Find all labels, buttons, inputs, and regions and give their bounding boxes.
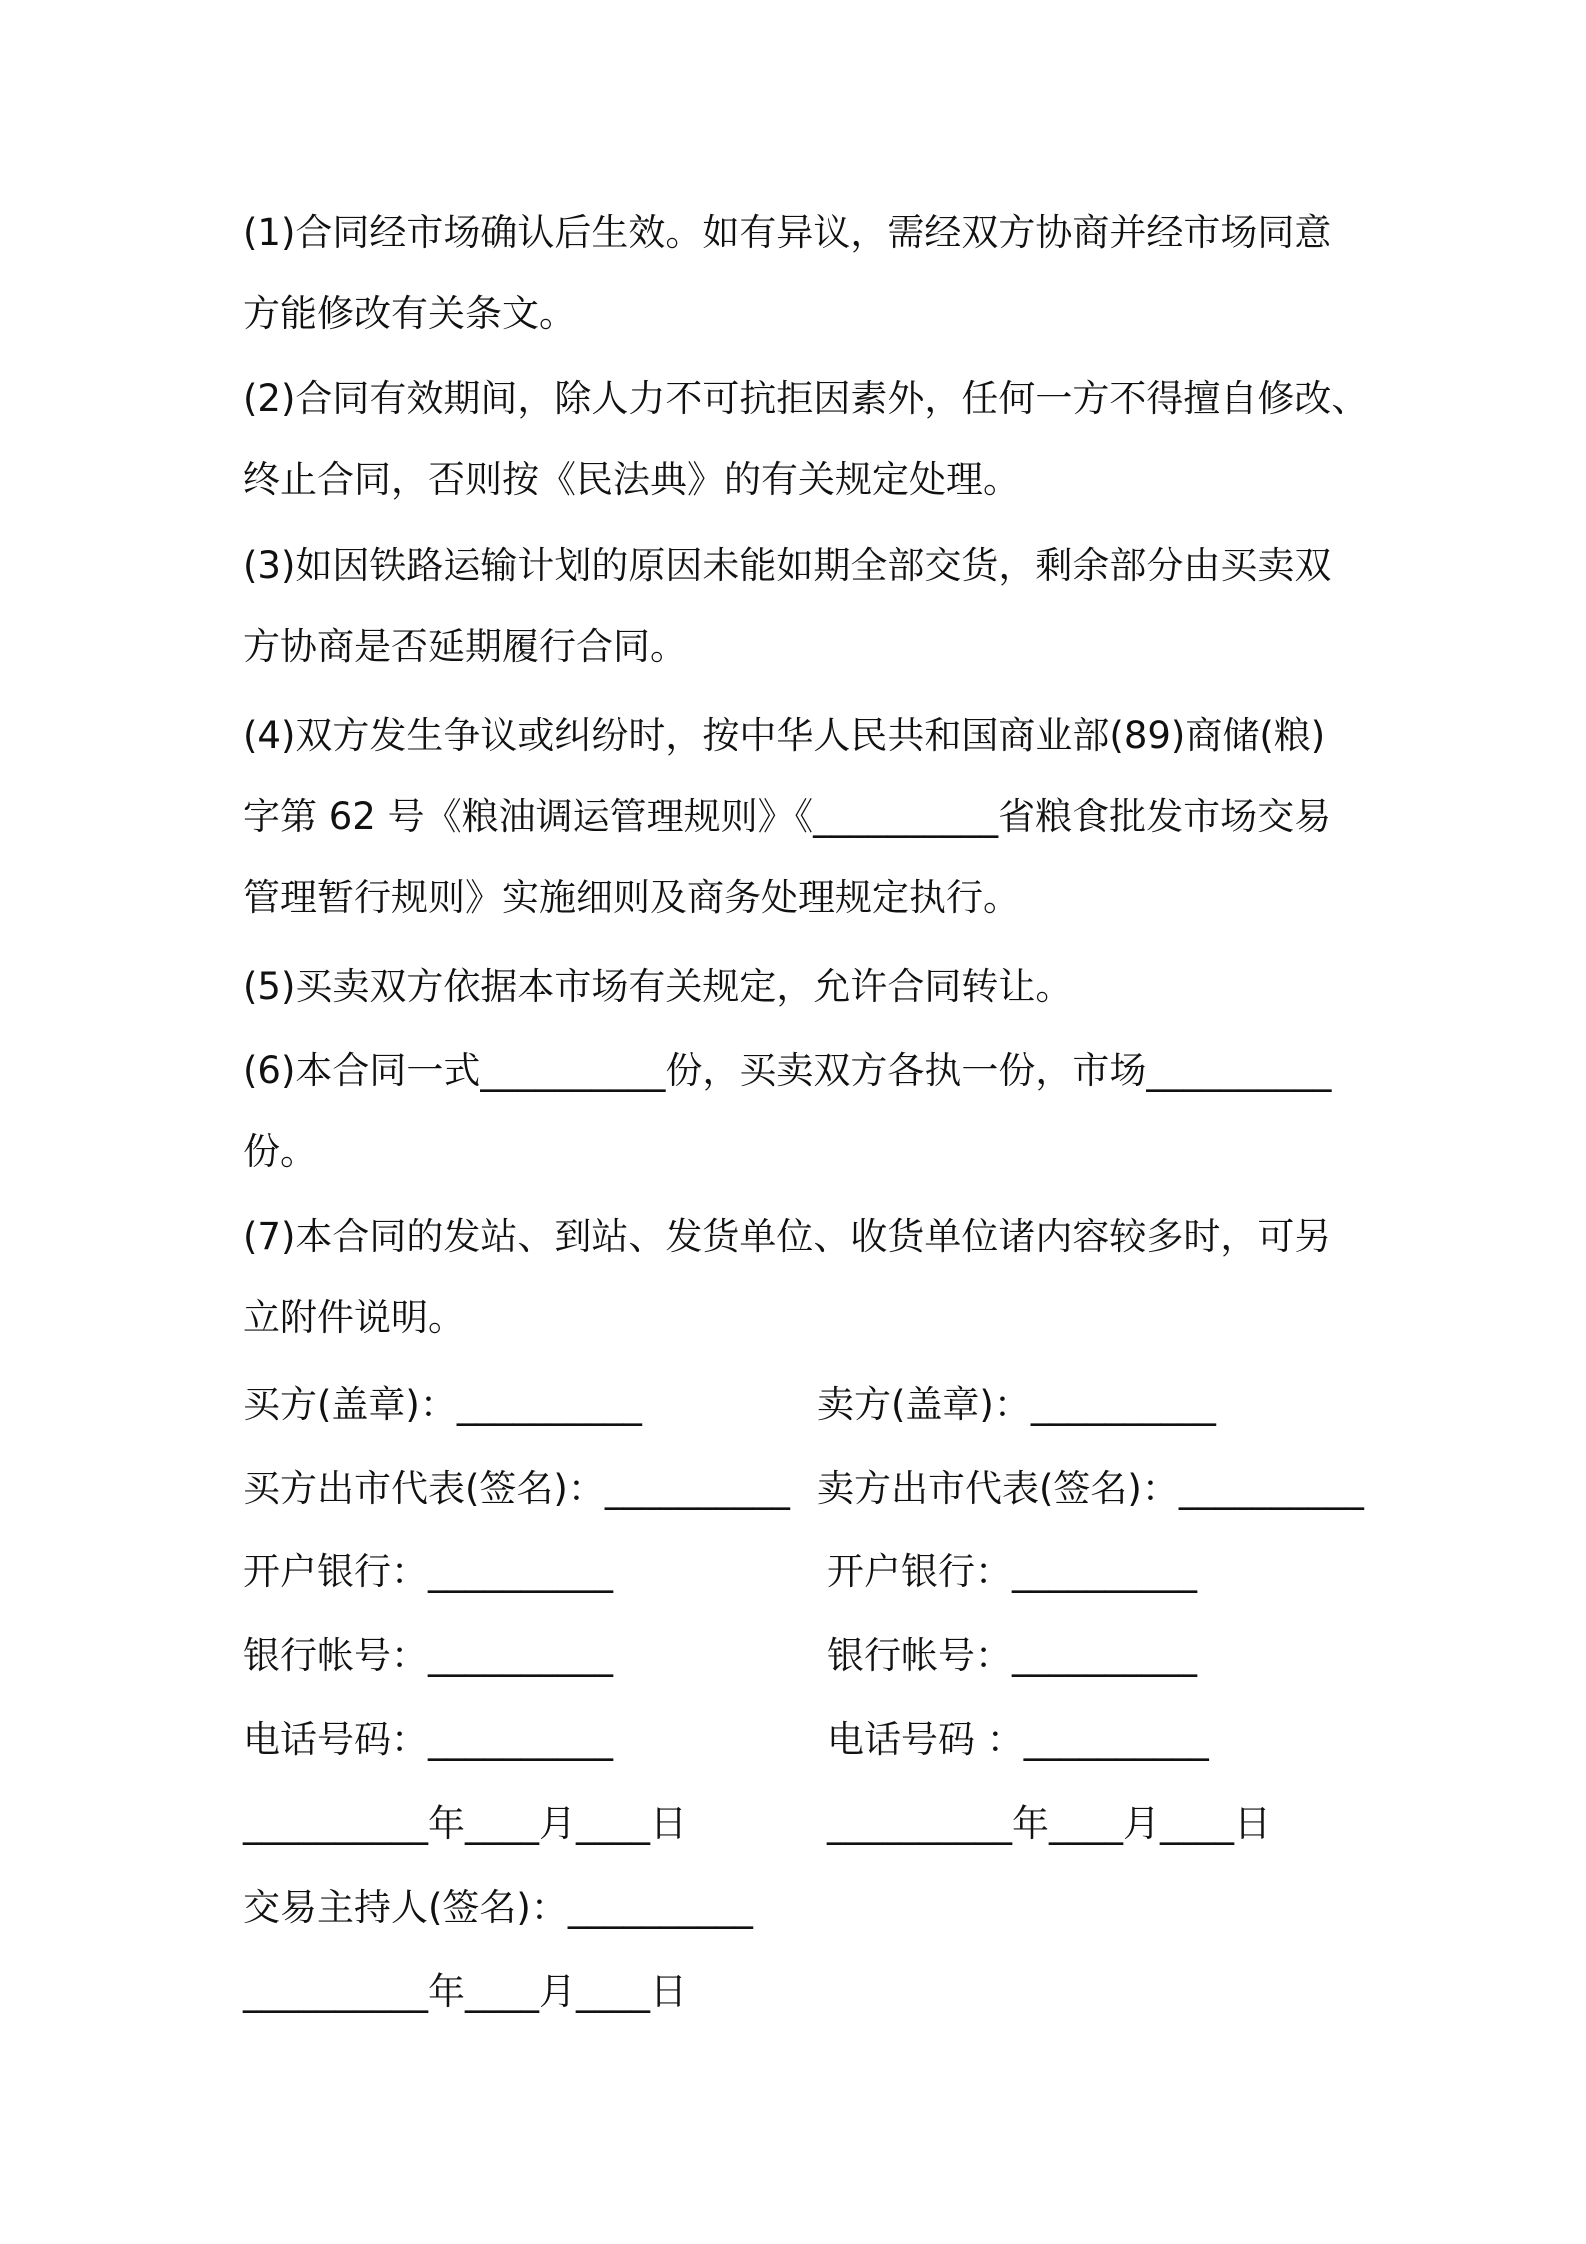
buyer-seal-line: 买方(盖章)：__________: [243, 1383, 642, 1426]
clause-2-line-1: (2)合同有效期间，除人力不可抗拒因素外，任何一方不得擅自修改、: [243, 377, 1369, 420]
seller-account-line: 银行帐号：__________: [827, 1634, 1197, 1677]
host-date-line: __________年____月____日: [243, 1970, 687, 2013]
seller-rep-line: 卖方出市代表(签名)：__________: [817, 1467, 1364, 1510]
clause-3-line-2: 方协商是否延期履行合同。: [243, 625, 687, 668]
clause-1-line-2: 方能修改有关条文。: [243, 292, 576, 335]
host-sign-line: 交易主持人(签名)：__________: [243, 1886, 753, 1929]
buyer-date-line: __________年____月____日: [243, 1802, 687, 1845]
buyer-account-line: 银行帐号：__________: [243, 1634, 613, 1677]
clause-2-line-2: 终止合同，否则按《民法典》的有关规定处理。: [243, 458, 1020, 501]
clause-3-line-1: (3)如因铁路运输计划的原因未能如期全部交货，剩余部分由买卖双: [243, 544, 1332, 587]
clause-1-line-1: (1)合同经市场确认后生效。如有异议，需经双方协商并经市场同意: [243, 211, 1332, 254]
clause-4-line-3: 管理暂行规则》实施细则及商务处理规定执行。: [243, 876, 1020, 919]
clause-6-line-1: (6)本合同一式__________份，买卖双方各执一份，市场__________: [243, 1049, 1332, 1092]
clause-7-line-1: (7)本合同的发站、到站、发货单位、收货单位诸内容较多时，可另: [243, 1215, 1332, 1258]
clause-5-line-1: (5)买卖双方依据本市场有关规定，允许合同转让。: [243, 965, 1073, 1008]
clause-4-line-1: (4)双方发生争议或纠纷时，按中华人民共和国商业部(89)商储(粮): [243, 714, 1326, 757]
clause-7-line-2: 立附件说明。: [243, 1296, 465, 1339]
seller-bank-line: 开户银行：__________: [827, 1550, 1197, 1593]
seller-seal-line: 卖方(盖章)：__________: [817, 1383, 1216, 1426]
clause-6-line-2: 份。: [243, 1130, 317, 1173]
buyer-rep-line: 买方出市代表(签名)：__________: [243, 1467, 790, 1510]
seller-date-line: __________年____月____日: [827, 1802, 1271, 1845]
clause-4-line-2: 字第 62 号《粮油调运管理规则》《__________省粮食批发市场交易: [243, 795, 1332, 838]
buyer-phone-line: 电话号码：__________: [243, 1718, 613, 1761]
buyer-bank-line: 开户银行：__________: [243, 1550, 613, 1593]
seller-phone-line: 电话号码 ：__________: [827, 1718, 1209, 1761]
